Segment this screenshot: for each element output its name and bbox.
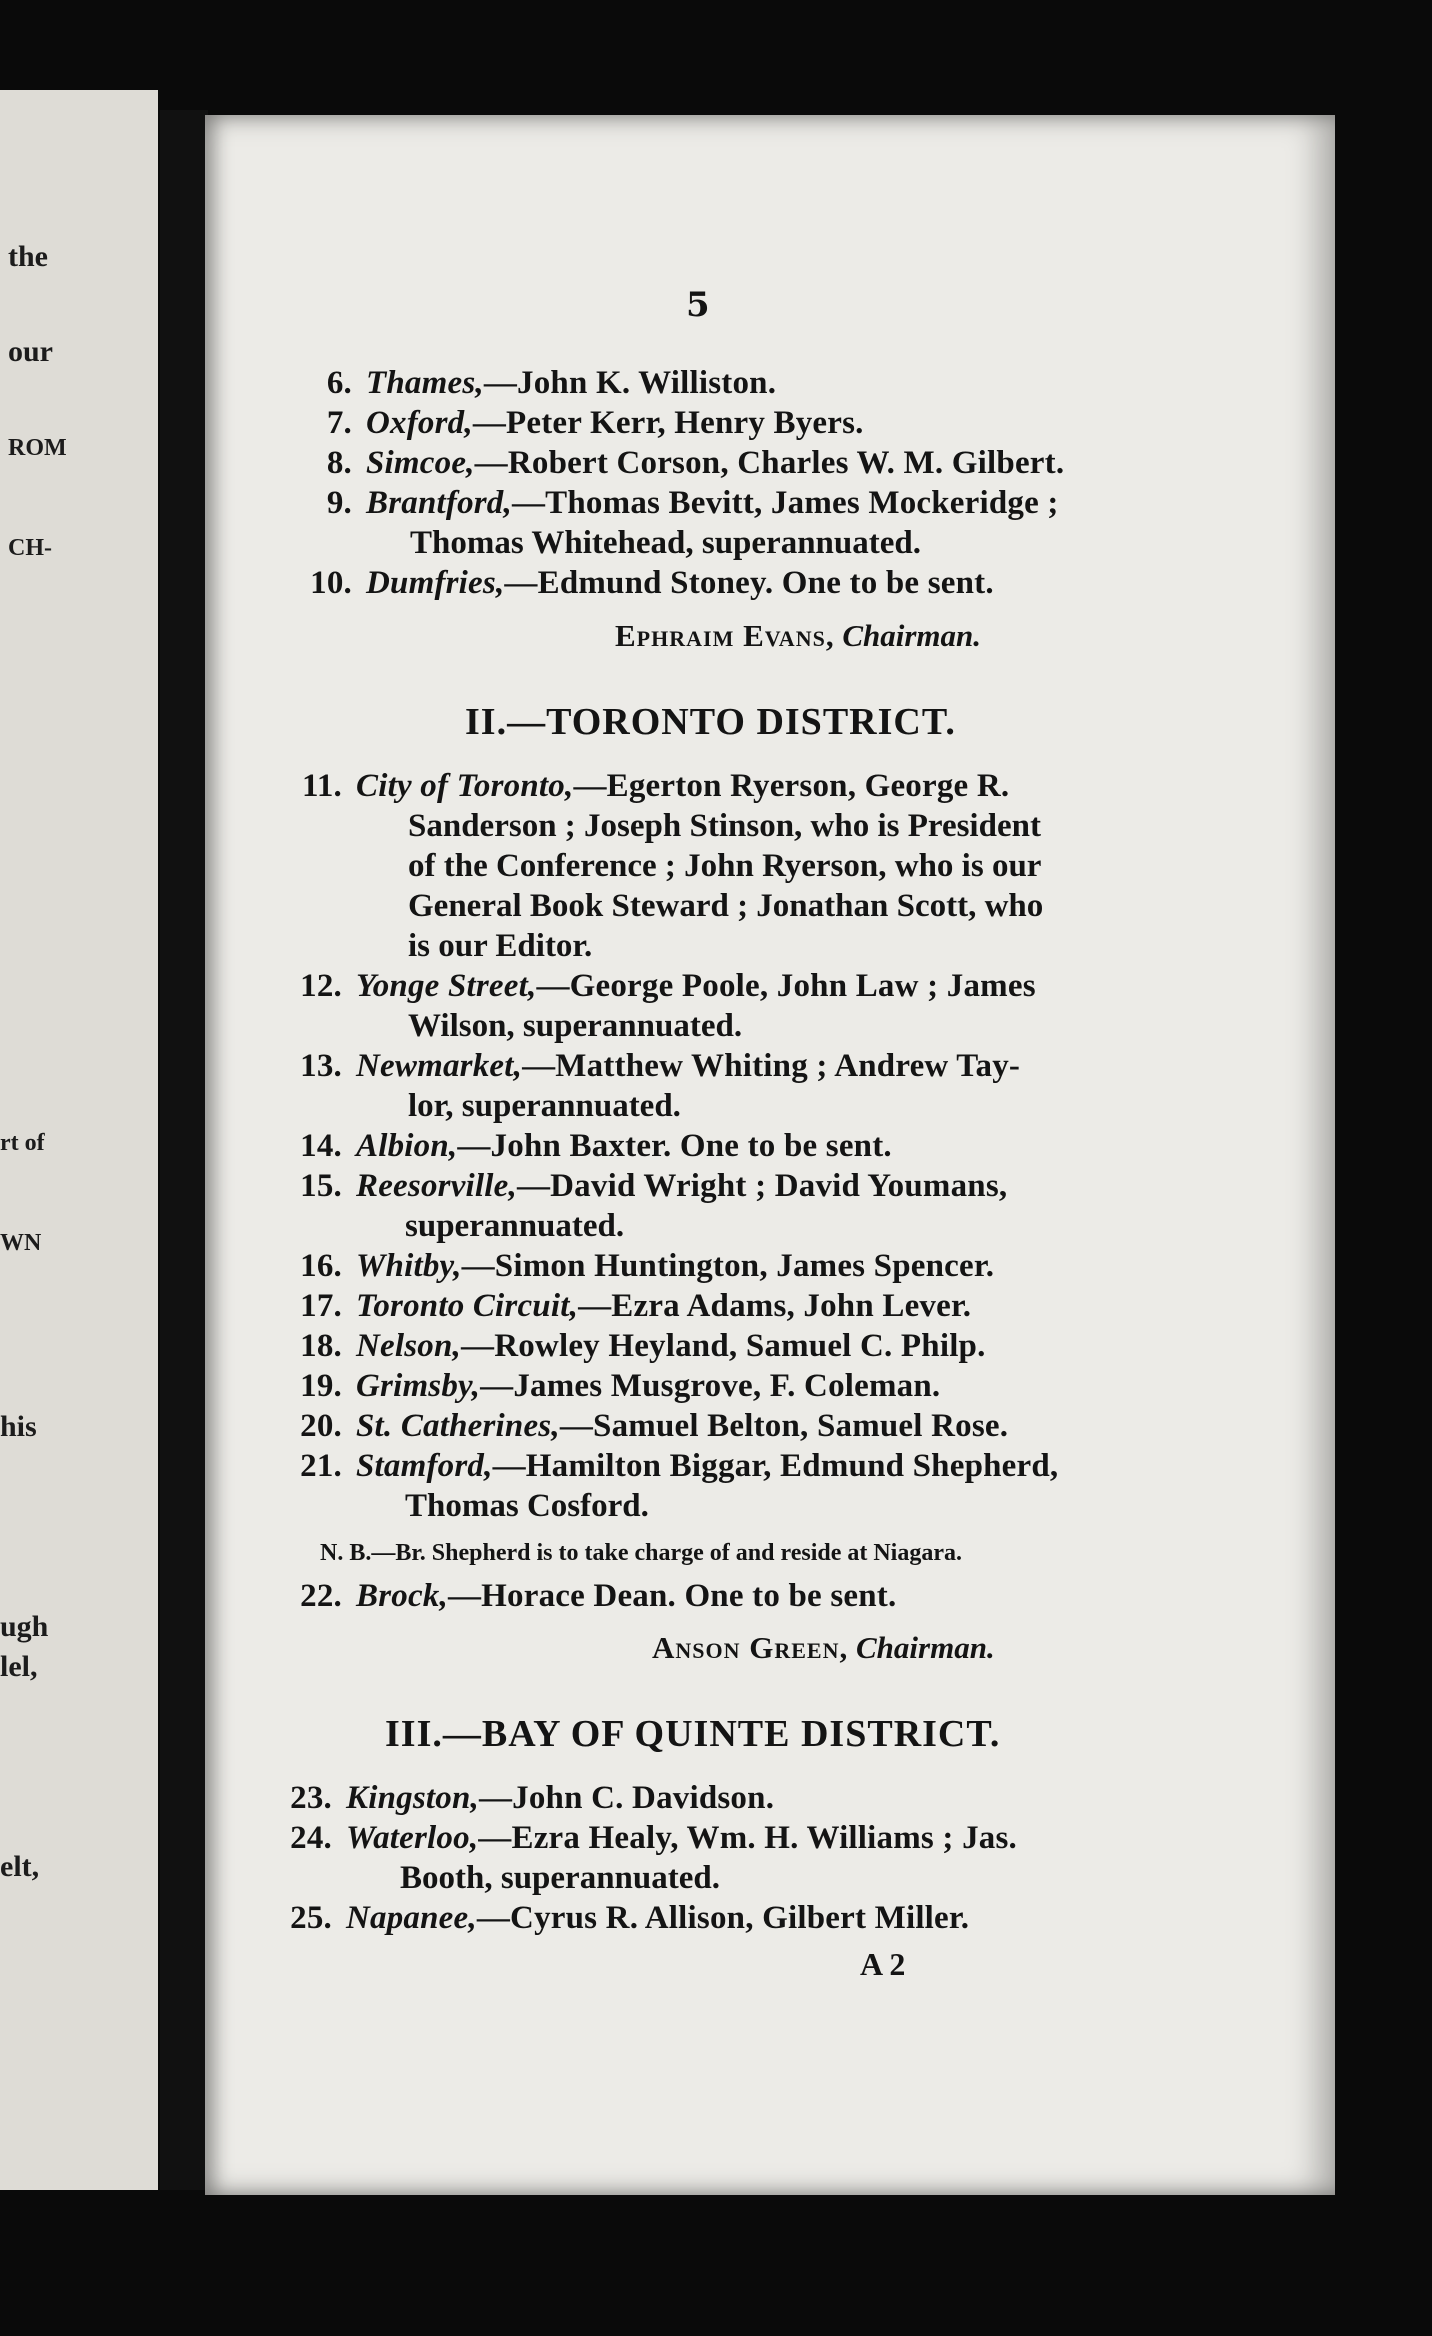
entry-line: 23. Kingston,—John C. Davidson.: [290, 1780, 775, 1816]
left-fragment: rt of: [0, 1130, 45, 1156]
printer-signature-mark: A 2: [860, 1946, 906, 1982]
left-fragment: elt,: [0, 1850, 40, 1883]
entry-line: 14. Albion,—John Baxter. One to be sent.: [300, 1128, 892, 1164]
left-fragment: WN: [0, 1230, 42, 1256]
entry-line: 18. Nelson,—Rowley Heyland, Samuel C. Philp.: [300, 1328, 986, 1364]
entry-line: 22. Brock,—Horace Dean. One to be sent.: [300, 1578, 897, 1614]
entry-continuation: Sanderson ; Joseph Stinson, who is President: [408, 808, 1041, 844]
entry-continuation: Booth, superannuated.: [400, 1860, 720, 1896]
left-fragment: our: [8, 335, 53, 368]
chairman-signature: Ephraim Evans, Chairman.: [615, 618, 982, 653]
entry-line: 17. Toronto Circuit,—Ezra Adams, John Lever.: [300, 1288, 972, 1324]
book-gutter: [160, 110, 208, 2190]
left-page-edge: [0, 90, 158, 2190]
left-fragment: lel,: [0, 1650, 38, 1683]
entry-continuation: of the Conference ; John Ryerson, who is our: [408, 848, 1042, 884]
left-fragment: CH-: [8, 535, 52, 561]
district-heading: III.—BAY OF QUINTE DISTRICT.: [385, 1713, 1001, 1755]
entry-line: 9. Brantford,—Thomas Bevitt, James Mockeridge ;: [326, 485, 1059, 521]
left-fragment: ROM: [8, 435, 67, 461]
entry-line: 21. Stamford,—Hamilton Biggar, Edmund Shepherd,: [300, 1448, 1059, 1484]
entry-continuation: Wilson, superannuated.: [408, 1008, 743, 1044]
entry-continuation: Thomas Cosford.: [405, 1488, 649, 1524]
entry-continuation: superannuated.: [405, 1208, 625, 1244]
entry-line: 16. Whitby,—Simon Huntington, James Spencer.: [300, 1248, 995, 1284]
left-fragment: ugh: [0, 1610, 49, 1643]
entry-line: 25. Napanee,—Cyrus R. Allison, Gilbert Miller.: [290, 1900, 970, 1936]
entry-continuation: General Book Steward ; Jonathan Scott, who: [408, 888, 1044, 924]
left-fragment: the: [8, 240, 48, 273]
entry-line: 20. St. Catherines,—Samuel Belton, Samuel Rose.: [300, 1408, 1009, 1444]
page-number: 5: [686, 285, 710, 325]
nota-bene-note: N. B.—Br. Shepherd is to take charge of and reside at Niagara.: [320, 1540, 962, 1566]
entry-line: 8. Simcoe,—Robert Corson, Charles W. M. Gilbert.: [326, 445, 1065, 481]
entry-line: 7. Oxford,—Peter Kerr, Henry Byers.: [326, 405, 864, 441]
entry-line: 6. Thames,—John K. Williston.: [326, 365, 777, 401]
entry-line: 12. Yonge Street,—George Poole, John Law ; James: [300, 968, 1036, 1004]
chairman-signature: Anson Green, Chairman.: [652, 1630, 995, 1665]
entry-line: 10. Dumfries,—Edmund Stoney. One to be sent.: [310, 565, 994, 601]
entry-continuation: is our Editor.: [408, 928, 593, 964]
entry-line: 15. Reesorville,—David Wright ; David Youmans,: [300, 1168, 1008, 1204]
entry-continuation: lor, superannuated.: [408, 1088, 681, 1124]
district-heading: II.—TORONTO DISTRICT.: [465, 701, 956, 743]
entry-line: 19. Grimsby,—James Musgrove, F. Coleman.: [300, 1368, 941, 1404]
entry-line: 13. Newmarket,—Matthew Whiting ; Andrew Tay-: [300, 1048, 1021, 1084]
entry-line: 11. City of Toronto,—Egerton Ryerson, George R.: [301, 768, 1010, 804]
entry-line: 24. Waterloo,—Ezra Healy, Wm. H. Williams ; Jas.: [290, 1820, 1017, 1856]
left-fragment: his: [0, 1410, 37, 1443]
entry-continuation: Thomas Whitehead, superannuated.: [410, 525, 922, 561]
